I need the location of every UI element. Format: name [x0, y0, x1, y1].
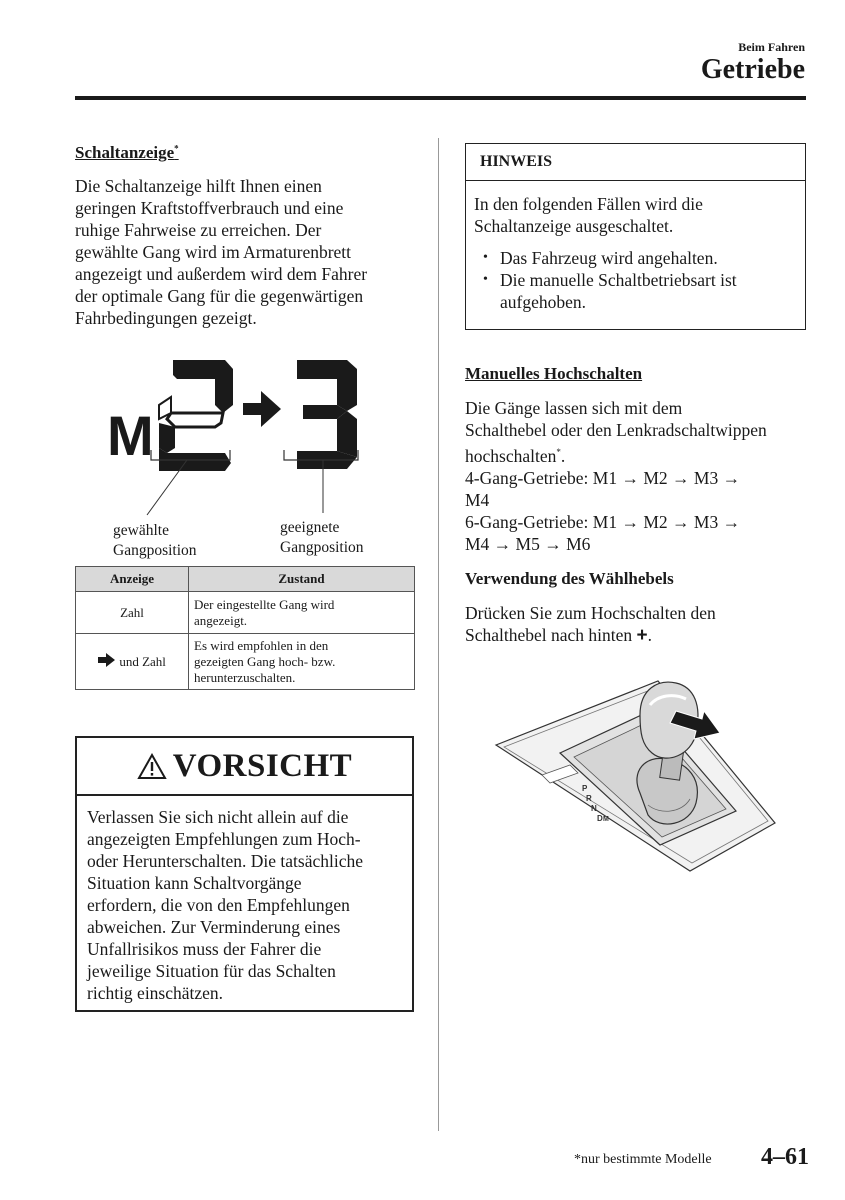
- shift-lever-illustration: [490, 675, 780, 875]
- indicator-table: [75, 566, 415, 690]
- upshift-arrow-icon: [243, 391, 281, 427]
- text-line: richtig einschätzen.: [87, 983, 224, 1003]
- list-item: [474, 247, 797, 269]
- caution-box: [75, 736, 414, 1012]
- list-item: [474, 269, 797, 313]
- text-line: Fahrbedingungen gezeigt.: [75, 308, 257, 328]
- text-line: • Das Fahrzeug wird angehalten.: [500, 248, 718, 268]
- table-cell-state: [189, 592, 415, 634]
- selector-paragraph: [465, 602, 810, 647]
- hint-title: HINWEIS: [466, 144, 805, 181]
- arrow-icon: [98, 653, 116, 667]
- cell-line: Der eingestellte Gang wird: [194, 596, 335, 612]
- text-line: In den folgenden Fällen wird die: [474, 194, 703, 214]
- text-line: M4: [465, 489, 490, 510]
- section-heading-schaltanzeige: [75, 143, 179, 163]
- text-line: angezeigt und außerdem wird dem Fahrer: [75, 264, 368, 284]
- text-line: der optimale Gang für die gegenwärtigen: [75, 286, 364, 306]
- heading-text: Schaltanzeige: [75, 143, 175, 162]
- hint-box: [465, 143, 806, 330]
- column-header: Anzeige: [76, 567, 189, 592]
- text-line: Drücken Sie zum Hochschalten den: [465, 603, 716, 623]
- cell-line: herunterzuschalten.: [194, 669, 296, 685]
- text-line: abweichen. Zur Verminderung eines: [87, 917, 341, 937]
- gear-indicator-illustration: [75, 345, 415, 560]
- gate-letter: N: [591, 804, 597, 813]
- text-line: ruhige Fahrweise zu erreichen. Der: [75, 220, 322, 240]
- hint-text: [466, 181, 805, 313]
- text-line: gewählte Gang wird im Armaturenbrett: [75, 242, 352, 262]
- text-line: Schalthebel nach hinten +.: [465, 625, 653, 646]
- section-label: Beim Fahren: [738, 40, 805, 54]
- text-line: Die Schaltanzeige hilft Ihnen einen: [75, 176, 322, 196]
- table-row: [76, 592, 415, 634]
- label-selected-line2: Gangposition: [113, 542, 197, 559]
- page-title: Getriebe: [700, 54, 805, 85]
- warning-triangle-icon: [137, 753, 167, 780]
- text-line: jeweilige Situation für das Schalten: [87, 961, 336, 981]
- text-line: geringen Kraftstoffverbrauch und eine: [75, 198, 344, 218]
- text-line: Verlassen Sie sich nicht allein auf die: [87, 807, 349, 827]
- gate-letter: D: [597, 814, 603, 823]
- cell-line: gezeigten Gang hoch- bzw.: [194, 653, 336, 669]
- cell-line: Es wird empfohlen in den: [194, 637, 329, 653]
- text-line: oder Herunterschalten. Die tatsächliche: [87, 851, 363, 871]
- suggested-gear-digit: [297, 360, 357, 469]
- section-heading-upshift: Manuelles Hochschalten: [465, 364, 643, 383]
- text-line: • Die manuelle Schaltbetriebsart ist: [500, 270, 737, 290]
- upshift-paragraph: [465, 397, 810, 555]
- footnote-mark: *: [556, 447, 561, 457]
- gate-letter: M: [603, 816, 609, 823]
- text-line: angezeigten Empfehlungen zum Hoch-: [87, 829, 361, 849]
- caution-title: VORSICHT: [172, 747, 353, 784]
- column-divider: [438, 138, 439, 1131]
- text-line: aufgehoben.: [500, 292, 587, 312]
- label-selected-line1: gewählte: [113, 522, 169, 539]
- plus-symbol: +: [636, 625, 648, 646]
- table-header-row: [76, 567, 415, 592]
- footnote: *nur bestimmte Modelle: [574, 1152, 712, 1167]
- hint-list: [474, 247, 797, 313]
- text-line: 6-Gang-Getriebe: M1 → M2 → M3 →: [465, 511, 741, 532]
- footnote-mark: *: [174, 143, 179, 154]
- label-suitable-line2: Gangposition: [280, 539, 364, 556]
- table-row: [76, 634, 415, 690]
- text-line: hochschalten*.: [465, 445, 566, 466]
- table-cell-indicator: [76, 634, 189, 690]
- table-cell-indicator: Zahl: [76, 592, 189, 634]
- table-cell-state: [189, 634, 415, 690]
- text-line: Schaltanzeige ausgeschaltet.: [474, 216, 674, 236]
- intro-paragraph: [75, 175, 420, 329]
- caution-text: [77, 796, 412, 1014]
- text-line: Die Gänge lassen sich mit dem: [465, 398, 683, 418]
- indicator-text: und Zahl: [119, 654, 166, 669]
- caution-header: [77, 738, 412, 796]
- text-line: M4 → M5 → M6: [465, 533, 591, 554]
- text-line: erfordern, die von den Empfehlungen: [87, 895, 350, 915]
- header-rule: [75, 96, 806, 100]
- section-heading-selector: Verwendung des Wählhebels: [465, 569, 674, 588]
- column-header: Zustand: [189, 567, 415, 592]
- current-gear-digit: [159, 360, 233, 471]
- cell-line: angezeigt.: [194, 612, 248, 628]
- gate-letter: R: [586, 794, 592, 803]
- text-line: Situation kann Schaltvorgänge: [87, 873, 302, 893]
- gate-letter: P: [582, 784, 588, 793]
- text-line: 4-Gang-Getriebe: M1 → M2 → M3 →: [465, 467, 741, 488]
- label-suitable-line1: geeignete: [280, 519, 340, 536]
- mode-letter: M: [107, 404, 154, 467]
- page-number: 4–61: [761, 1144, 809, 1170]
- text-line: Schalthebel oder den Lenkradschaltwippen: [465, 420, 767, 440]
- text-line: Unfallrisikos muss der Fahrer die: [87, 939, 322, 959]
